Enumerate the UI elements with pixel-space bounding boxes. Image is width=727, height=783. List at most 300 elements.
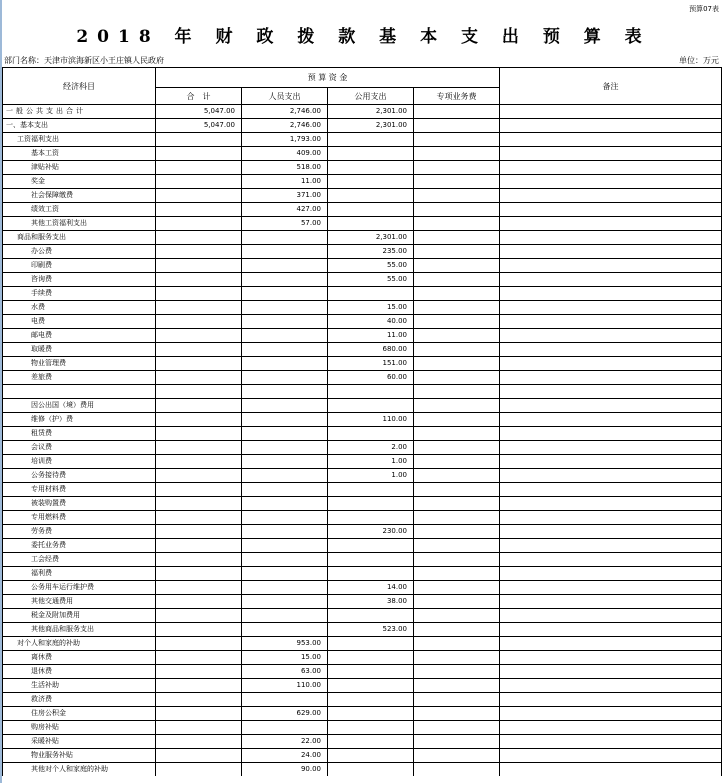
table-row <box>3 455 722 469</box>
public-cell: 2,301.00 <box>328 119 414 133</box>
total-cell <box>156 693 242 707</box>
special-cell <box>414 539 500 553</box>
special-cell <box>414 231 500 245</box>
table-row <box>3 203 722 217</box>
public-cell <box>328 735 414 749</box>
public-cell <box>328 721 414 735</box>
total-cell <box>156 385 242 399</box>
total-cell: 5,047.00 <box>156 119 242 133</box>
total-cell <box>156 441 242 455</box>
unit-label: 单位：万元 <box>679 56 719 65</box>
total-cell <box>156 371 242 385</box>
remarks-cell <box>500 161 722 175</box>
total-cell <box>156 511 242 525</box>
special-cell <box>414 105 500 119</box>
public-cell: 2.00 <box>328 441 414 455</box>
public-cell: 11.00 <box>328 329 414 343</box>
remarks-cell <box>500 539 722 553</box>
public-cell <box>328 679 414 693</box>
special-cell <box>414 217 500 231</box>
special-cell <box>414 525 500 539</box>
special-cell <box>414 763 500 777</box>
remarks-cell <box>500 721 722 735</box>
subject-cell: 福利费 <box>3 567 156 581</box>
total-cell <box>156 749 242 763</box>
subject-cell: 取暖费 <box>3 343 156 357</box>
special-cell <box>414 595 500 609</box>
total-cell <box>156 623 242 637</box>
public-cell <box>328 749 414 763</box>
total-cell <box>156 637 242 651</box>
personnel-cell <box>242 371 328 385</box>
personnel-cell: 2,746.00 <box>242 119 328 133</box>
total-cell <box>156 567 242 581</box>
total-cell <box>156 553 242 567</box>
public-cell: 15.00 <box>328 301 414 315</box>
public-cell: 2,301.00 <box>328 231 414 245</box>
personnel-cell: 629.00 <box>242 707 328 721</box>
special-cell <box>414 189 500 203</box>
total-cell <box>156 399 242 413</box>
subject-cell: 工会经费 <box>3 553 156 567</box>
table-row <box>3 623 722 637</box>
header-subject: 经济科目 <box>3 68 156 105</box>
subject-cell: 公务接待费 <box>3 469 156 483</box>
total-cell <box>156 245 242 259</box>
remarks-cell <box>500 567 722 581</box>
remarks-cell <box>500 119 722 133</box>
special-cell <box>414 287 500 301</box>
remarks-cell <box>500 469 722 483</box>
remarks-cell <box>500 175 722 189</box>
public-cell <box>328 399 414 413</box>
public-cell <box>328 217 414 231</box>
personnel-cell: 110.00 <box>242 679 328 693</box>
table-row <box>3 371 722 385</box>
remarks-cell <box>500 287 722 301</box>
personnel-cell <box>242 455 328 469</box>
personnel-cell <box>242 343 328 357</box>
total-cell <box>156 287 242 301</box>
personnel-cell <box>242 581 328 595</box>
public-cell <box>328 567 414 581</box>
subject-cell: 生活补助 <box>3 679 156 693</box>
table-row <box>3 273 722 287</box>
personnel-cell: 57.00 <box>242 217 328 231</box>
subject-cell: 维修（护）费 <box>3 413 156 427</box>
total-cell <box>156 329 242 343</box>
personnel-cell <box>242 441 328 455</box>
personnel-cell <box>242 595 328 609</box>
subject-cell: 其他工资福利支出 <box>3 217 156 231</box>
subject-cell: 水费 <box>3 301 156 315</box>
total-cell <box>156 161 242 175</box>
special-cell <box>414 413 500 427</box>
public-cell: 40.00 <box>328 315 414 329</box>
subject-cell: 会议费 <box>3 441 156 455</box>
personnel-cell: 11.00 <box>242 175 328 189</box>
table-row <box>3 357 722 371</box>
personnel-cell <box>242 357 328 371</box>
table-row <box>3 693 722 707</box>
table-row <box>3 637 722 651</box>
remarks-cell <box>500 357 722 371</box>
remarks-cell <box>500 399 722 413</box>
personnel-cell <box>242 483 328 497</box>
public-cell <box>328 133 414 147</box>
table-row <box>3 441 722 455</box>
table-row <box>3 231 722 245</box>
remarks-cell <box>500 595 722 609</box>
subject-cell: 咨询费 <box>3 273 156 287</box>
special-cell <box>414 441 500 455</box>
personnel-cell <box>242 413 328 427</box>
header-total: 合 计 <box>156 88 242 105</box>
personnel-cell <box>242 609 328 623</box>
personnel-cell <box>242 287 328 301</box>
table-row <box>3 427 722 441</box>
total-cell <box>156 133 242 147</box>
subject-cell: 办公费 <box>3 245 156 259</box>
remarks-cell <box>500 763 722 777</box>
public-cell <box>328 707 414 721</box>
public-cell <box>328 651 414 665</box>
table-row <box>3 525 722 539</box>
table-row <box>3 553 722 567</box>
table-row <box>3 567 722 581</box>
table-row <box>3 763 722 777</box>
table-row <box>3 497 722 511</box>
public-cell: 680.00 <box>328 343 414 357</box>
subject-cell: 物业管理费 <box>3 357 156 371</box>
special-cell <box>414 567 500 581</box>
public-cell <box>328 553 414 567</box>
subject-cell: 电费 <box>3 315 156 329</box>
public-cell <box>328 609 414 623</box>
table-row <box>3 147 722 161</box>
department-name: 部门名称：天津市滨海新区小王庄镇人民政府 <box>4 56 164 65</box>
subject-cell: 离休费 <box>3 651 156 665</box>
special-cell <box>414 693 500 707</box>
subject-cell: 社会保障缴费 <box>3 189 156 203</box>
personnel-cell: 63.00 <box>242 665 328 679</box>
personnel-cell <box>242 427 328 441</box>
total-cell <box>156 273 242 287</box>
remarks-cell <box>500 581 722 595</box>
special-cell <box>414 637 500 651</box>
special-cell <box>414 469 500 483</box>
personnel-cell: 24.00 <box>242 749 328 763</box>
public-cell: 1.00 <box>328 469 414 483</box>
remarks-cell <box>500 189 722 203</box>
header-special: 专项业务费 <box>414 88 500 105</box>
table-row <box>3 735 722 749</box>
table-row <box>3 343 722 357</box>
special-cell <box>414 553 500 567</box>
public-cell: 2,301.00 <box>328 105 414 119</box>
personnel-cell <box>242 693 328 707</box>
subject-cell: 劳务费 <box>3 525 156 539</box>
table-row <box>3 749 722 763</box>
table-row <box>3 133 722 147</box>
public-cell: 1.00 <box>328 455 414 469</box>
subject-cell: 物业服务补贴 <box>3 749 156 763</box>
total-cell <box>156 427 242 441</box>
personnel-cell <box>242 539 328 553</box>
public-cell <box>328 665 414 679</box>
special-cell <box>414 483 500 497</box>
total-cell <box>156 147 242 161</box>
personnel-cell <box>242 259 328 273</box>
total-cell <box>156 217 242 231</box>
public-cell: 151.00 <box>328 357 414 371</box>
remarks-cell <box>500 707 722 721</box>
header-budget-funds: 预 算 资 金 <box>156 68 500 88</box>
total-cell <box>156 665 242 679</box>
total-cell <box>156 301 242 315</box>
personnel-cell: 427.00 <box>242 203 328 217</box>
total-cell <box>156 231 242 245</box>
total-cell <box>156 721 242 735</box>
remarks-cell <box>500 665 722 679</box>
subject-cell: 一般公共支出合计 <box>3 105 156 119</box>
page-title: 2018 年 财 政 拨 款 基 本 支 出 预 算 表 <box>76 27 651 47</box>
remarks-cell <box>500 385 722 399</box>
personnel-cell <box>242 553 328 567</box>
subject-cell: 采暖补贴 <box>3 735 156 749</box>
total-cell <box>156 581 242 595</box>
table-row <box>3 105 722 119</box>
subject-cell: 基本工资 <box>3 147 156 161</box>
total-cell <box>156 763 242 777</box>
table-row <box>3 119 722 133</box>
subject-cell: 被装购置费 <box>3 497 156 511</box>
public-cell: 14.00 <box>328 581 414 595</box>
subject-cell: 租赁费 <box>3 427 156 441</box>
public-cell <box>328 161 414 175</box>
special-cell <box>414 343 500 357</box>
public-cell: 60.00 <box>328 371 414 385</box>
table-row <box>3 245 722 259</box>
header-personnel: 人员支出 <box>242 88 328 105</box>
remarks-cell <box>500 511 722 525</box>
total-cell <box>156 259 242 273</box>
total-cell <box>156 609 242 623</box>
personnel-cell: 15.00 <box>242 651 328 665</box>
public-cell <box>328 637 414 651</box>
table-row <box>3 609 722 623</box>
subject-cell: 津贴补贴 <box>3 161 156 175</box>
table-row <box>3 469 722 483</box>
special-cell <box>414 511 500 525</box>
public-cell <box>328 511 414 525</box>
personnel-cell <box>242 525 328 539</box>
remarks-cell <box>500 413 722 427</box>
public-cell <box>328 189 414 203</box>
total-cell <box>156 707 242 721</box>
header-public: 公用支出 <box>328 88 414 105</box>
special-cell <box>414 175 500 189</box>
special-cell <box>414 301 500 315</box>
public-cell <box>328 175 414 189</box>
remarks-cell <box>500 371 722 385</box>
special-cell <box>414 371 500 385</box>
public-cell: 235.00 <box>328 245 414 259</box>
personnel-cell <box>242 721 328 735</box>
special-cell <box>414 245 500 259</box>
public-cell: 230.00 <box>328 525 414 539</box>
remarks-cell <box>500 217 722 231</box>
personnel-cell <box>242 231 328 245</box>
table-row <box>3 581 722 595</box>
total-cell <box>156 357 242 371</box>
remarks-cell <box>500 259 722 273</box>
special-cell <box>414 721 500 735</box>
special-cell <box>414 203 500 217</box>
total-cell <box>156 315 242 329</box>
subject-cell: 专用材料费 <box>3 483 156 497</box>
personnel-cell: 1,793.00 <box>242 133 328 147</box>
remarks-cell <box>500 245 722 259</box>
subject-cell: 绩效工资 <box>3 203 156 217</box>
subject-cell: 奖金 <box>3 175 156 189</box>
subject-cell: 印刷费 <box>3 259 156 273</box>
remarks-cell <box>500 637 722 651</box>
remarks-cell <box>500 623 722 637</box>
remarks-cell <box>500 329 722 343</box>
special-cell <box>414 161 500 175</box>
personnel-cell <box>242 329 328 343</box>
special-cell <box>414 147 500 161</box>
subject-cell: 手续费 <box>3 287 156 301</box>
table-row <box>3 217 722 231</box>
table-row <box>3 665 722 679</box>
special-cell <box>414 259 500 273</box>
subject-cell: 其他交通费用 <box>3 595 156 609</box>
total-cell <box>156 539 242 553</box>
subject-cell: 税金及附加费用 <box>3 609 156 623</box>
special-cell <box>414 581 500 595</box>
personnel-cell: 2,746.00 <box>242 105 328 119</box>
public-cell <box>328 693 414 707</box>
special-cell <box>414 665 500 679</box>
total-cell <box>156 343 242 357</box>
remarks-cell <box>500 679 722 693</box>
total-cell: 5,047.00 <box>156 105 242 119</box>
special-cell <box>414 623 500 637</box>
remarks-cell <box>500 483 722 497</box>
public-cell <box>328 427 414 441</box>
table-row <box>3 721 722 735</box>
special-cell <box>414 119 500 133</box>
special-cell <box>414 427 500 441</box>
personnel-cell <box>242 511 328 525</box>
personnel-cell: 953.00 <box>242 637 328 651</box>
subject-cell: 救济费 <box>3 693 156 707</box>
special-cell <box>414 133 500 147</box>
public-cell: 55.00 <box>328 273 414 287</box>
personnel-cell <box>242 497 328 511</box>
table-row <box>3 399 722 413</box>
header-remarks: 备注 <box>500 68 722 105</box>
personnel-cell <box>242 245 328 259</box>
subject-cell: 委托业务费 <box>3 539 156 553</box>
public-cell <box>328 763 414 777</box>
personnel-cell: 409.00 <box>242 147 328 161</box>
remarks-cell <box>500 105 722 119</box>
public-cell: 55.00 <box>328 259 414 273</box>
total-cell <box>156 497 242 511</box>
personnel-cell <box>242 623 328 637</box>
public-cell <box>328 539 414 553</box>
total-cell <box>156 175 242 189</box>
remarks-cell <box>500 455 722 469</box>
special-cell <box>414 385 500 399</box>
special-cell <box>414 707 500 721</box>
remarks-cell <box>500 231 722 245</box>
budget-table <box>2 67 722 776</box>
table-row <box>3 301 722 315</box>
subject-cell <box>3 385 156 399</box>
table-row <box>3 385 722 399</box>
table-row <box>3 189 722 203</box>
total-cell <box>156 203 242 217</box>
special-cell <box>414 735 500 749</box>
subject-cell: 因公出国（境）费用 <box>3 399 156 413</box>
remarks-cell <box>500 315 722 329</box>
subject-cell: 工资福利支出 <box>3 133 156 147</box>
personnel-cell <box>242 399 328 413</box>
special-cell <box>414 651 500 665</box>
table-row <box>3 651 722 665</box>
table-row <box>3 679 722 693</box>
subject-cell: 其他对个人和家庭的补助 <box>3 763 156 777</box>
remarks-cell <box>500 441 722 455</box>
subject-cell: 培训费 <box>3 455 156 469</box>
subject-cell: 退休费 <box>3 665 156 679</box>
remarks-cell <box>500 525 722 539</box>
total-cell <box>156 483 242 497</box>
table-row <box>3 329 722 343</box>
total-cell <box>156 525 242 539</box>
personnel-cell <box>242 469 328 483</box>
table-row <box>3 413 722 427</box>
public-cell: 38.00 <box>328 595 414 609</box>
special-cell <box>414 609 500 623</box>
form-number: 预算07表 <box>689 5 719 13</box>
remarks-cell <box>500 693 722 707</box>
personnel-cell <box>242 273 328 287</box>
public-cell <box>328 147 414 161</box>
table-row <box>3 483 722 497</box>
public-cell <box>328 385 414 399</box>
subject-cell: 对个人和家庭的补助 <box>3 637 156 651</box>
subject-cell: 其他商品和服务支出 <box>3 623 156 637</box>
subject-cell: 一、基本支出 <box>3 119 156 133</box>
special-cell <box>414 749 500 763</box>
table-row <box>3 161 722 175</box>
personnel-cell: 518.00 <box>242 161 328 175</box>
remarks-cell <box>500 553 722 567</box>
remarks-cell <box>500 651 722 665</box>
personnel-cell <box>242 385 328 399</box>
table-row <box>3 511 722 525</box>
remarks-cell <box>500 497 722 511</box>
remarks-cell <box>500 147 722 161</box>
table-row <box>3 539 722 553</box>
subject-cell: 购房补贴 <box>3 721 156 735</box>
total-cell <box>156 413 242 427</box>
